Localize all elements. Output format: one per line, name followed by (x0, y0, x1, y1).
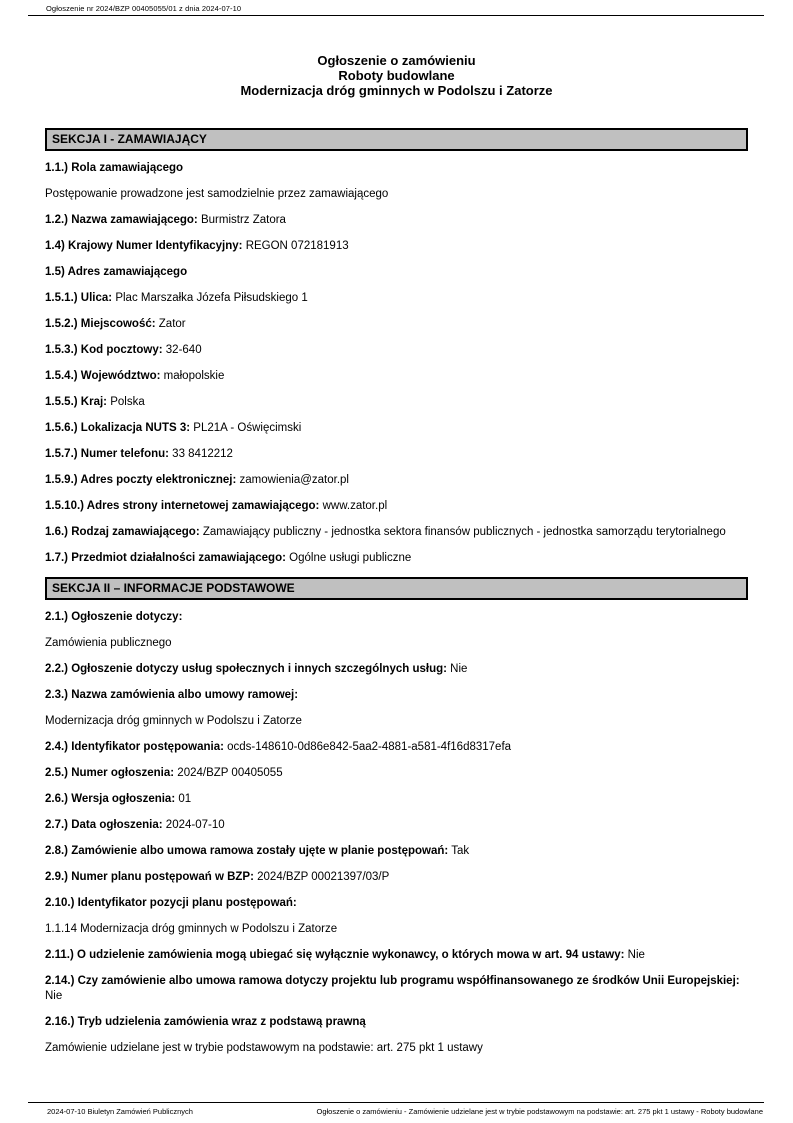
item-label: 1.5.10.) Adres strony internetowej zamawiającego: (45, 500, 320, 512)
item-label: 2.11.) O udzielenie zamówienia mogą ubiegać się wyłącznie wykonawcy, o których mowa w art. 94 ustawy: (45, 949, 625, 961)
item-label: 1.5.2.) Miejscowość: (45, 318, 156, 330)
document-item (45, 369, 748, 384)
item-label: 1.5.1.) Ulica: (45, 292, 113, 304)
item-label: 2.9.) Numer planu postępowań w BZP: (45, 871, 254, 883)
document-content (45, 128, 748, 1056)
item-label: 2.2.) Ogłoszenie dotyczy usług społecznych i innych szczególnych usług: (45, 663, 447, 675)
document-item (45, 421, 748, 436)
item-label: 2.7.) Data ogłoszenia: (45, 819, 163, 831)
document-item (45, 1041, 748, 1056)
document-item (45, 610, 748, 625)
item-label: 1.7.) Przedmiot działalności zamawiającego: (45, 552, 286, 564)
document-item (45, 922, 748, 937)
item-value: 01 (178, 793, 192, 805)
item-label: 2.14.) Czy zamówienie albo umowa ramowa dotyczy projektu lub programu współfinansowanego ze środków Unii Europejskiej: (45, 975, 740, 987)
item-label: 1.6.) Rodzaj zamawiającego: (45, 526, 200, 538)
item-value: Nie (45, 990, 63, 1002)
document-item (45, 948, 748, 963)
item-value: Burmistrz Zatora (200, 214, 286, 226)
item-label: 1.5.9.) Adres poczty elektronicznej: (45, 474, 237, 486)
document-item (45, 265, 748, 280)
section-header-2: SEKCJA II – INFORMACJE PODSTAWOWE (45, 577, 748, 600)
item-label: 2.8.) Zamówienie albo umowa ramowa zostały ujęte w planie postępowań: (45, 845, 449, 857)
document-item (45, 291, 748, 306)
item-value: 32-640 (165, 344, 202, 356)
footer-rule (28, 1102, 764, 1103)
item-label: 1.4) Krajowy Numer Identyfikacyjny: (45, 240, 243, 252)
document-item (45, 551, 748, 566)
document-item (45, 187, 748, 202)
header-rule (28, 15, 764, 16)
item-label: 1.5.3.) Kod pocztowy: (45, 344, 163, 356)
item-value: 2024/BZP 00021397/03/P (257, 871, 390, 883)
item-label: 1.5) Adres zamawiającego (45, 266, 188, 278)
item-label: 2.1.) Ogłoszenie dotyczy: (45, 611, 183, 623)
footer-announcement-note: Ogłoszenie o zamówieniu - Zamówienie udzielane jest w trybie podstawowym na podstawie: art. 275 pkt 1 ustawy - Roboty budowlane (316, 1107, 763, 1116)
item-text: Zamówienia publicznego (45, 637, 172, 649)
item-value: Zator (158, 318, 186, 330)
item-value: Plac Marszałka Józefa Piłsudskiego 1 (115, 292, 308, 304)
title-line-1: Ogłoszenie o zamówieniu (317, 53, 476, 68)
item-value: www.zator.pl (322, 500, 388, 512)
item-value: 33 8412212 (172, 448, 233, 460)
item-label: 1.5.6.) Lokalizacja NUTS 3: (45, 422, 191, 434)
title-line-2: Roboty budowlane (338, 68, 455, 83)
item-value: 2024/BZP 00405055 (177, 767, 283, 779)
item-text: Zamówienie udzielane jest w trybie podstawowym na podstawie: art. 275 pkt 1 ustawy (45, 1042, 483, 1054)
item-label: 1.1.) Rola zamawiającego (45, 162, 184, 174)
item-value: Nie (450, 663, 468, 675)
item-value: zamowienia@zator.pl (239, 474, 349, 486)
document-item (45, 896, 748, 911)
section-header-1: SEKCJA I - ZAMAWIAJĄCY (45, 128, 748, 151)
page-header (46, 4, 241, 13)
document-item (45, 870, 748, 885)
item-label: 1.5.5.) Kraj: (45, 396, 107, 408)
item-label: 1.5.4.) Województwo: (45, 370, 161, 382)
item-value: Polska (110, 396, 145, 408)
item-value: Zamawiający publiczny - jednostka sektora finansów publicznych - jednostka samorządu terytorialnego (202, 526, 726, 538)
item-label: 1.5.7.) Numer telefonu: (45, 448, 169, 460)
item-label: 2.3.) Nazwa zamówienia albo umowy ramowej: (45, 689, 299, 701)
announcement-number-note: Ogłoszenie nr 2024/BZP 00405055/01 z dnia 2024-07-10 (46, 4, 242, 13)
item-label: 2.6.) Wersja ogłoszenia: (45, 793, 176, 805)
document-item (45, 525, 748, 540)
document-item (45, 688, 748, 703)
item-value: Ogólne usługi publiczne (289, 552, 412, 564)
item-text: 1.1.14 Modernizacja dróg gminnych w Podolszu i Zatorze (45, 923, 338, 935)
document-item (45, 317, 748, 332)
document-item (45, 818, 748, 833)
document-item (45, 662, 748, 677)
item-value: ocds-148610-0d86e842-5aa2-4881-a581-4f16d8317efa (227, 741, 512, 753)
document-item (45, 499, 748, 514)
item-value: 2024-07-10 (165, 819, 225, 831)
document-item (45, 1015, 748, 1030)
item-value: Nie (627, 949, 645, 961)
item-label: 2.16.) Tryb udzielenia zamówienia wraz z podstawą prawną (45, 1016, 366, 1028)
document-item (45, 447, 748, 462)
document-item (45, 343, 748, 358)
item-value: Tak (451, 845, 470, 857)
item-label: 2.5.) Numer ogłoszenia: (45, 767, 175, 779)
item-text: Modernizacja dróg gminnych w Podolszu i Zatorze (45, 715, 302, 727)
document-item (45, 636, 748, 651)
document-item (45, 766, 748, 781)
document-item (45, 844, 748, 859)
document-item (45, 792, 748, 807)
document-item (45, 161, 748, 176)
document-item (45, 740, 748, 755)
page-footer (30, 1107, 763, 1116)
item-label: 2.4.) Identyfikator postępowania: (45, 741, 224, 753)
footer-bulletin-note: 2024-07-10 Biuletyn Zamówień Publicznych (47, 1107, 193, 1116)
item-text: Postępowanie prowadzone jest samodzielnie przez zamawiającego (45, 188, 389, 200)
document-item (45, 473, 748, 488)
document-item (45, 974, 748, 1004)
title-line-3: Modernizacja dróg gminnych w Podolszu i Zatorze (240, 83, 553, 98)
item-value: REGON 072181913 (245, 240, 349, 252)
item-value: PL21A - Oświęcimski (193, 422, 302, 434)
item-value: małopolskie (163, 370, 225, 382)
document-item (45, 395, 748, 410)
document-item (45, 714, 748, 729)
item-label: 2.10.) Identyfikator pozycji planu postępowań: (45, 897, 297, 909)
document-item (45, 213, 748, 228)
document-item (45, 239, 748, 254)
item-label: 1.2.) Nazwa zamawiającego: (45, 214, 198, 226)
